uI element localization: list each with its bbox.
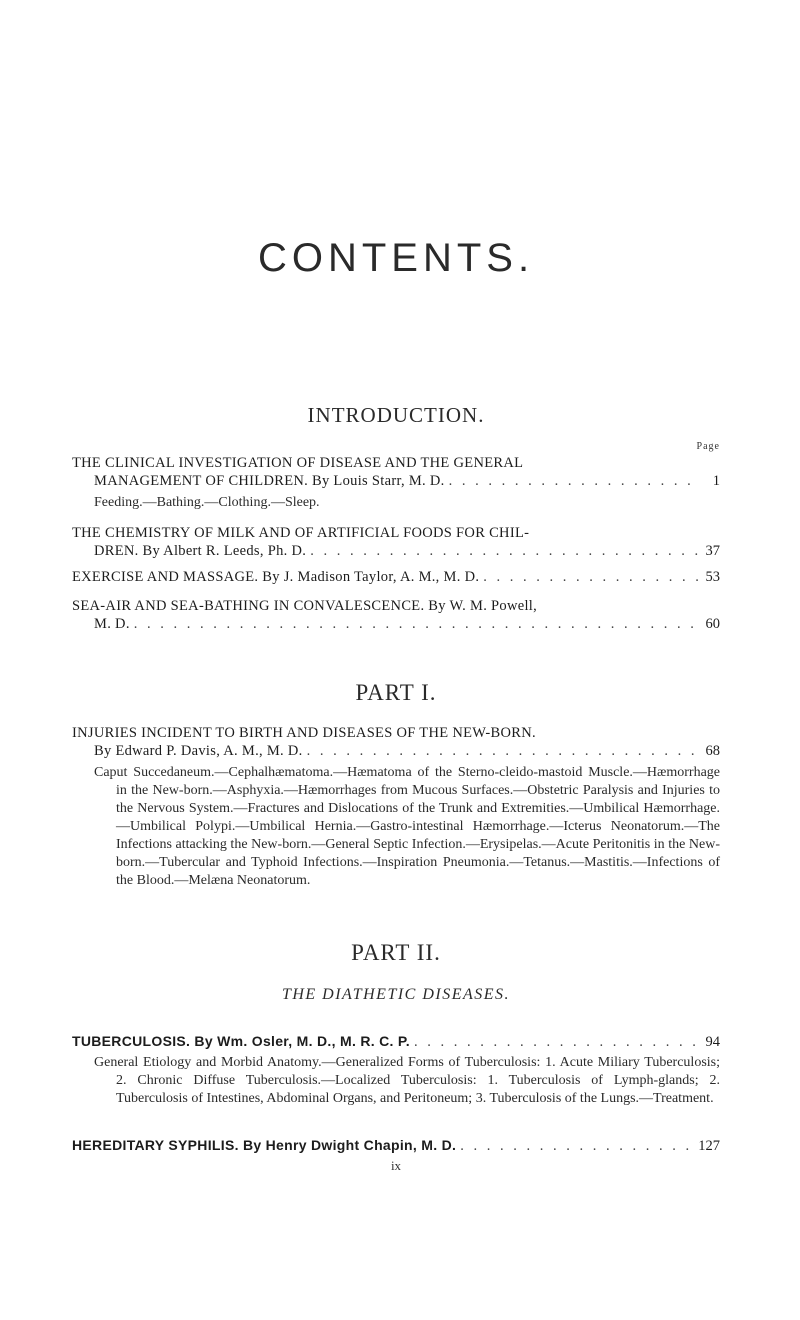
toc-entry-sea-air xyxy=(72,597,720,633)
toc-entry-title-line: MANAGEMENT OF CHILDREN. By Louis Starr, M. D. xyxy=(94,473,445,489)
toc-page-number: 127 xyxy=(698,1138,720,1154)
toc-entry-title-line: INJURIES INCIDENT TO BIRTH AND DISEASES OF THE NEW-BORN. xyxy=(72,725,536,741)
toc-entry-subtopics: Feeding.—Bathing.—Clothing.—Sleep. xyxy=(94,495,320,510)
toc-entry-title-line: By Edward P. Davis, A. M., M. D. xyxy=(94,743,303,759)
toc-page-number: 68 xyxy=(705,743,720,759)
dot-leader xyxy=(449,472,698,490)
dot-leader xyxy=(134,615,698,633)
toc-entry-title-line: M. D. xyxy=(94,616,130,632)
page-column-label: Page xyxy=(696,441,720,452)
subtopics-text: Caput Succedaneum.—Cephalhæmatoma.—Hæmatoma of the Sterno-cleido-mastoid Muscle.—Hæmorrhage in the New-born.—Asphyxia.—Hæmorrhages from Mucous Surfaces.—Obstetric Paralysis and Injuries to the Nervous System.—Fractures and Dislocations of the Trunk and Extremities.—Umbilical Hæmorrhage.—Umbilical Polypi.—Umbilical Hernia.—Gastro-intestinal Hæmorrhage.—Icterus Neonatorum.—The Infections attacking the New-born.—General Septic Infection.—Erysipelas.—Acute Peritonitis in the New-born.—Tubercular and Typhoid Infections.—Inspiration Pneumonia.—Tetanus.—Mastitis.—Infections of the Blood.—Melæna Neonatorum. xyxy=(94,765,720,888)
toc-entry-clinical-investigation xyxy=(72,454,720,490)
toc-page-number: 53 xyxy=(705,569,720,585)
toc-page-number: 60 xyxy=(705,616,720,632)
page-title: CONTENTS. xyxy=(257,236,535,280)
toc-page-number: 37 xyxy=(705,543,720,559)
dot-leader xyxy=(483,568,698,586)
dot-leader xyxy=(307,742,698,760)
toc-entry-subtopics xyxy=(94,764,720,890)
contents-page xyxy=(72,0,720,1320)
toc-entry-tuberculosis xyxy=(72,1032,720,1050)
dot-leader xyxy=(460,1137,694,1155)
toc-entry-title-line: THE CHEMISTRY OF MILK AND OF ARTIFICIAL FOODS FOR CHIL- xyxy=(72,525,530,541)
part-two-heading: PART II. xyxy=(351,940,441,965)
toc-entry-title-line: TUBERCULOSIS. By Wm. Osler, M. D., M. R. C. P. xyxy=(72,1033,410,1049)
toc-entry-title-line: THE CLINICAL INVESTIGATION OF DISEASE AND THE GENERAL xyxy=(72,455,524,471)
toc-entry-exercise-massage xyxy=(72,568,720,586)
toc-entry-chemistry-of-milk xyxy=(72,524,720,560)
toc-page-number: 94 xyxy=(705,1034,720,1050)
part-one-heading: PART I. xyxy=(355,680,437,705)
introduction-heading: INTRODUCTION. xyxy=(307,403,485,427)
part-two-subheading: THE DIATHETIC DISEASES. xyxy=(281,986,511,1003)
toc-entry-title-line: HEREDITARY SYPHILIS. By Henry Dwight Chapin, M. D. xyxy=(72,1137,457,1153)
toc-entry-injuries-new-born xyxy=(72,724,720,760)
dot-leader xyxy=(310,542,698,560)
toc-entry-title-line: EXERCISE AND MASSAGE. By J. Madison Taylor, A. M., M. D. xyxy=(72,569,480,585)
page-folio: ix xyxy=(390,1158,402,1173)
toc-entry-title-line: SEA-AIR AND SEA-BATHING IN CONVALESCENCE. By W. M. Powell, xyxy=(72,598,538,614)
toc-entry-subtopics xyxy=(94,1054,720,1108)
dot-leader xyxy=(414,1033,698,1051)
toc-entry-hereditary-syphilis xyxy=(72,1136,720,1154)
toc-page-number: 1 xyxy=(712,473,720,489)
toc-entry-title-line: DREN. By Albert R. Leeds, Ph. D. xyxy=(94,543,307,559)
subtopics-text: General Etiology and Morbid Anatomy.—Generalized Forms of Tuberculosis: 1. Acute Miliary Tuberculosis; 2. Chronic Diffuse Tuberculosis.—Localized Tuberculosis: 1. Tuberculosis of Lymph-glands; 2. Tuberculosis of Intestines, Abdominal Organs, and Peritoneum; 3. Tuberculosis of the Lungs.—Treatment. xyxy=(94,1055,720,1106)
